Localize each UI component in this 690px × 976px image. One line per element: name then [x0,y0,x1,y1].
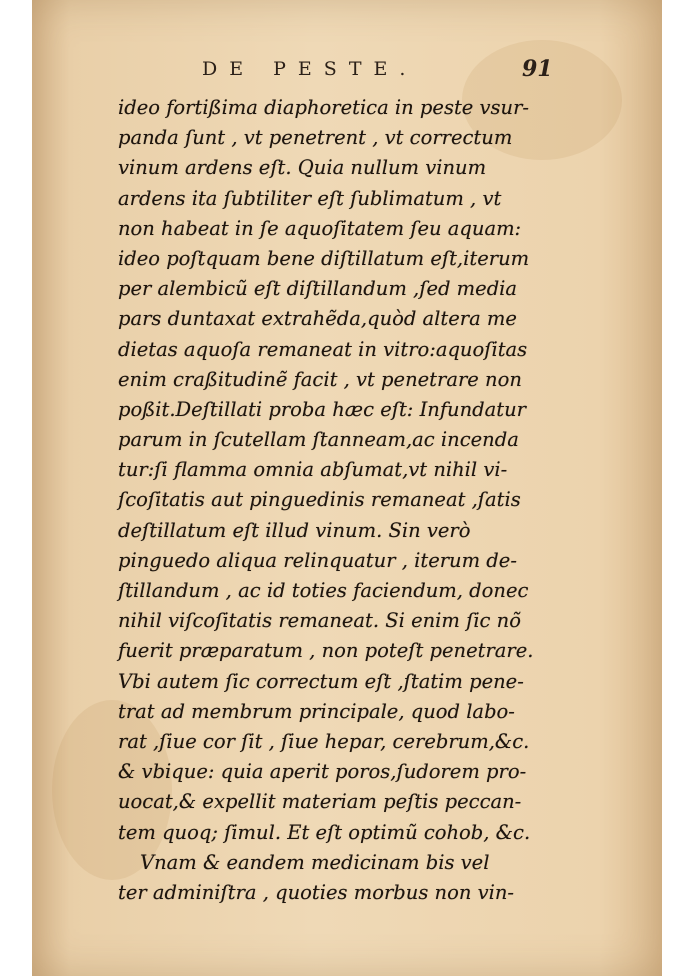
text-line: tem quoq; ſimul. Et eſt optimũ cohob, &c. [118,820,531,844]
text-line: Vbi autem ſic correctum eſt ,ſtatim pene- [118,669,524,693]
text-line: panda ſunt , vt penetrent , vt correctum [118,126,513,150]
text-line: per alembicũ eſt diſtillandum ,ſed media [118,277,518,301]
body-text [118,93,566,908]
page-number: 91 [522,56,553,82]
text-line: non habeat in ſe aquoſitatem ſeu aquam: [118,216,522,240]
text-line: rat ,ſiue cor ſit , ſiue hepar, cerebrum,&c. [118,729,530,753]
text-line: poßit.Deſtillati proba hæc eſt: Infundatur [118,397,526,421]
text-line: fuerit præparatum , non poteſt penetrare. [118,639,534,663]
text-line: & vbique: quia aperit poros,ſudorem pro- [118,760,527,784]
running-header [32,58,662,90]
text-line: ardens ita ſubtiliter eſt ſublimatum , vt [118,186,502,210]
text-line: uocat,& expellit materiam peſtis peccan- [118,790,522,814]
text-line: ter adminiſtra , quoties morbus non vin- [118,880,514,904]
text-line: parum in ſcutellam ſtanneam,ac incenda [118,428,519,452]
book-page [32,0,662,976]
text-line: ideo fortißima diaphoretica in peste vsur- [118,96,530,119]
text-line: nihil viſcoſitatis remaneat. Si enim ſic nõ [118,609,521,633]
text-line: pinguedo aliqua relinquatur , iterum de- [118,548,517,572]
header-title: DE PESTE. [202,58,418,80]
text-line: tur:ſi flamma omnia abſumat,vt nihil vi- [118,458,508,482]
text-line: dietas aquoſa remaneat in vitro:aquoſitas [118,337,528,361]
text-line: ideo poſtquam bene diſtillatum eſt,iterum [118,246,530,270]
text-line: ſtillandum , ac id toties faciendum, donec [118,579,529,602]
text-line: Vnam & eandem medicinam bis vel [140,850,490,874]
text-line: vinum ardens eſt. Quia nullum vinum [118,156,487,180]
text-line: trat ad membrum principale, quod labo- [118,699,515,723]
text-line: enim craßitudinẽ facit , vt penetrare non [118,367,522,391]
text-line: deſtillatum eſt illud vinum. Sin verò [118,518,471,542]
text-line: ſcoſitatis aut pinguedinis remaneat ,ſatis [118,488,521,512]
text-line: pars duntaxat extrahẽda,quòd altera me [118,307,517,331]
